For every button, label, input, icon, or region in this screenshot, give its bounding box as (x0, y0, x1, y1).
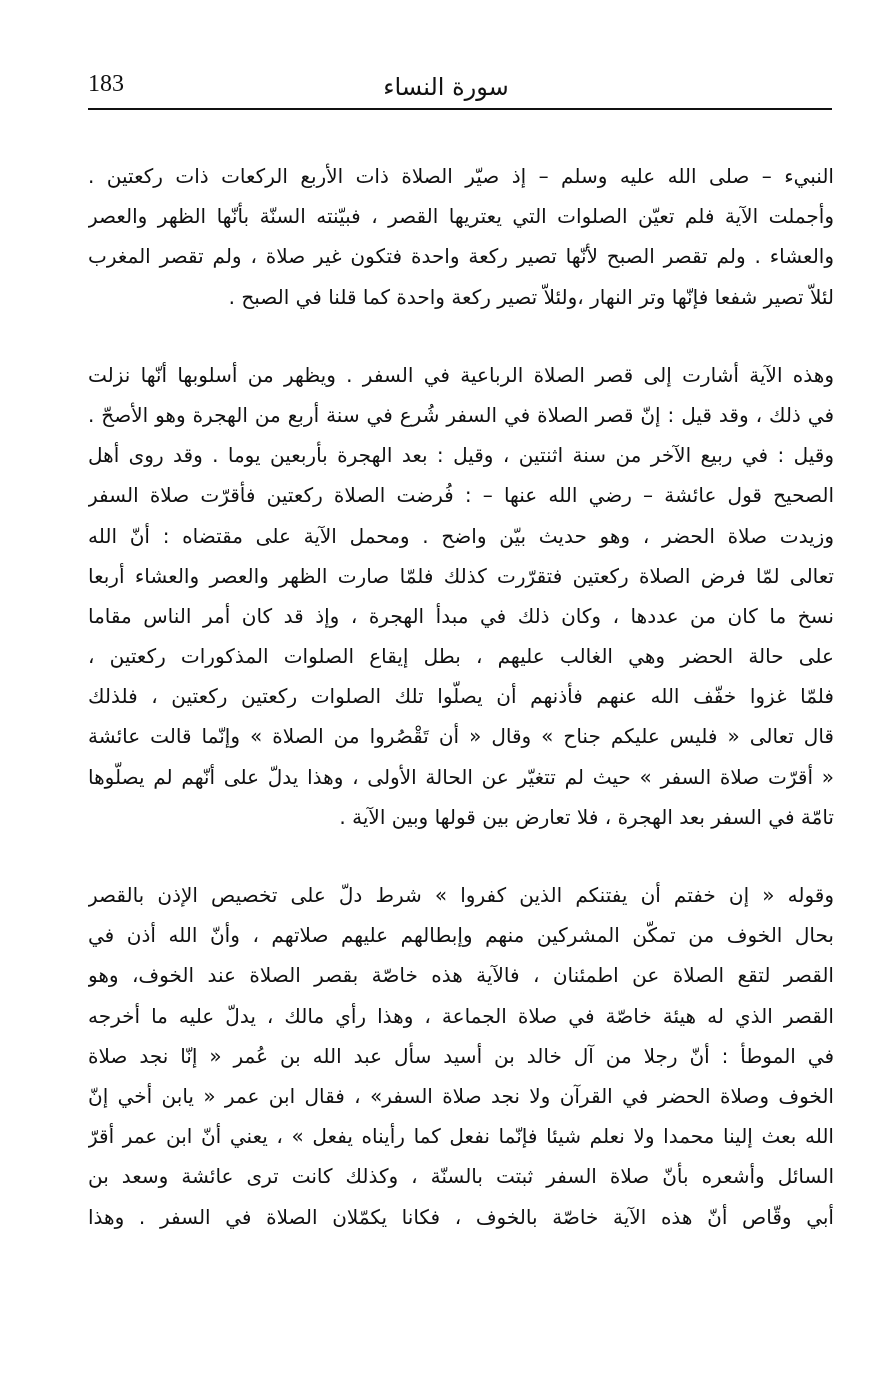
text-line: وهذه الآية أشارت إلى قصر الصلاة الرباعية في السفر . ويظهر من أسلوبها أنّها نزلت (88, 362, 834, 387)
text-line: لئلاّ تصير شفعا فإنّها وتر النهار ،ولئلاّ تصير ركعة واحدة كما قلنا في الصبح . (228, 284, 834, 309)
paragraph-2 (88, 355, 834, 837)
text-line: القصر لتقع الصلاة عن اطمئنان ، فالآية هذه خاصّة بقصر الصلاة عند الخوف، وهو (88, 963, 834, 988)
text-line: الصحيح قول عائشة – رضي الله عنها – : فُرضت الصلاة ركعتين فأقرّت صلاة السفر (88, 483, 834, 508)
header-rule (88, 108, 832, 110)
text-line: وقيل : في ربيع الآخر من سنة اثنتين ، وقيل : بعد الهجرة بأربعين يوما . وقد روى أهل (88, 443, 834, 468)
paragraph-gap (88, 837, 834, 875)
text-line: في الموطأ : أنّ رجلا من آل خالد بن أسيد سأل عبد الله بن عُمر « إنّا نجد صلاة (88, 1043, 834, 1068)
surah-title: سورة النساء (383, 73, 509, 101)
text-line: النبيء – صلى الله عليه وسلم – إذ صيّر الصلاة ذات الأربع الركعات ذات ركعتين . (88, 164, 834, 188)
text-line: « أقرّت صلاة السفر » حيث لم تتغيّر عن الحالة الأولى ، وهذا يدلّ على أنّهم لم يصلّوها (88, 764, 834, 789)
page-header (0, 0, 892, 110)
text-line: الخوف وصلاة الحضر في القرآن ولا نجد صلاة السفر» ، فقال ابن عمر « يابن أخي إنّ (88, 1083, 834, 1108)
text-line: وزيدت صلاة الحضر ، وهو حديث بيّن واضح . ومحمل الآية على مقتضاه : أنّ الله (88, 523, 834, 548)
paragraph-3 (88, 875, 834, 1237)
text-line: القصر الذي له هيئة خاصّة في صلاة الجماعة ، وهذا رأي مالك ، يدلّ عليه ما أخرجه (88, 1003, 834, 1028)
text-line: في ذلك ، وقد قيل : إنّ قصر الصلاة في السفر شُرع في سنة أربع من الهجرة وهو الأصحّ . (88, 402, 834, 427)
text-line: قال تعالى « فليس عليكم جناح » وقال « أن تَقْصُروا من الصلاة » وإنّما قالت عائشة (88, 724, 834, 749)
paragraph-1 (88, 156, 834, 317)
text-line: على حالة الحضر وهي الغالب عليهم ، بطل إيقاع الصلوات المذكورات ركعتين ، (88, 644, 834, 669)
page-number: 183 (88, 71, 124, 97)
text-line: السائل وأشعره بأنّ صلاة السفر ثبتت بالسنّة ، وكذلك كانت ترى عائشة وسعد بن (88, 1164, 834, 1189)
text-line: تعالى لمّا فرض الصلاة ركعتين فتقرّرت كذلك فلمّا صارت الظهر والعصر والعشاء أربعا (88, 563, 834, 588)
text-line: وأجملت الآية فلم تعيّن الصلوات التي يعتريها القصر ، فبيّنته السنّة بأنّها الظهر والعصر (88, 204, 834, 229)
paragraph-gap (88, 317, 834, 355)
text-line: نسخ ما كان من عددها ، وكان ذلك في مبدأ الهجرة ، وإذ قد كان أمر الناس مقاما (88, 603, 834, 628)
text-line: بحال الخوف من تمكّن المشركين منهم وإبطالهم عليهم صلاتهم ، وأنّ الله أذن في (88, 923, 834, 948)
text-line: وقوله « إن خفتم أن يفتنكم الذين كفروا » شرط دلّ على تخصيص الإذن بالقصر (88, 883, 834, 907)
text-line: الله بعث إلينا محمدا ولا نعلم شيئا فإنّما نفعل كما رأيناه يفعل » ، يعني أنّ ابن عمر أقرّ (88, 1124, 834, 1149)
text-line: أبي وقّاص أنّ هذه الآية خاصّة بالخوف ، فكانا يكمّلان الصلاة في السفر . وهذا (88, 1204, 834, 1229)
text-line: والعشاء . ولم تقصر الصبح لأنّها تصير ركعة واحدة فتكون غير صلاة ، ولم تقصر المغرب (88, 244, 834, 269)
body-text (88, 156, 834, 1237)
text-line: تامّة في السفر بعد الهجرة ، فلا تعارض بين قولها وبين الآية . (339, 804, 834, 829)
text-line: فلمّا غزوا خفّف الله عنهم فأذنهم أن يصلّوا تلك الصلوات ركعتين ركعتين ، فلذلك (88, 684, 834, 709)
